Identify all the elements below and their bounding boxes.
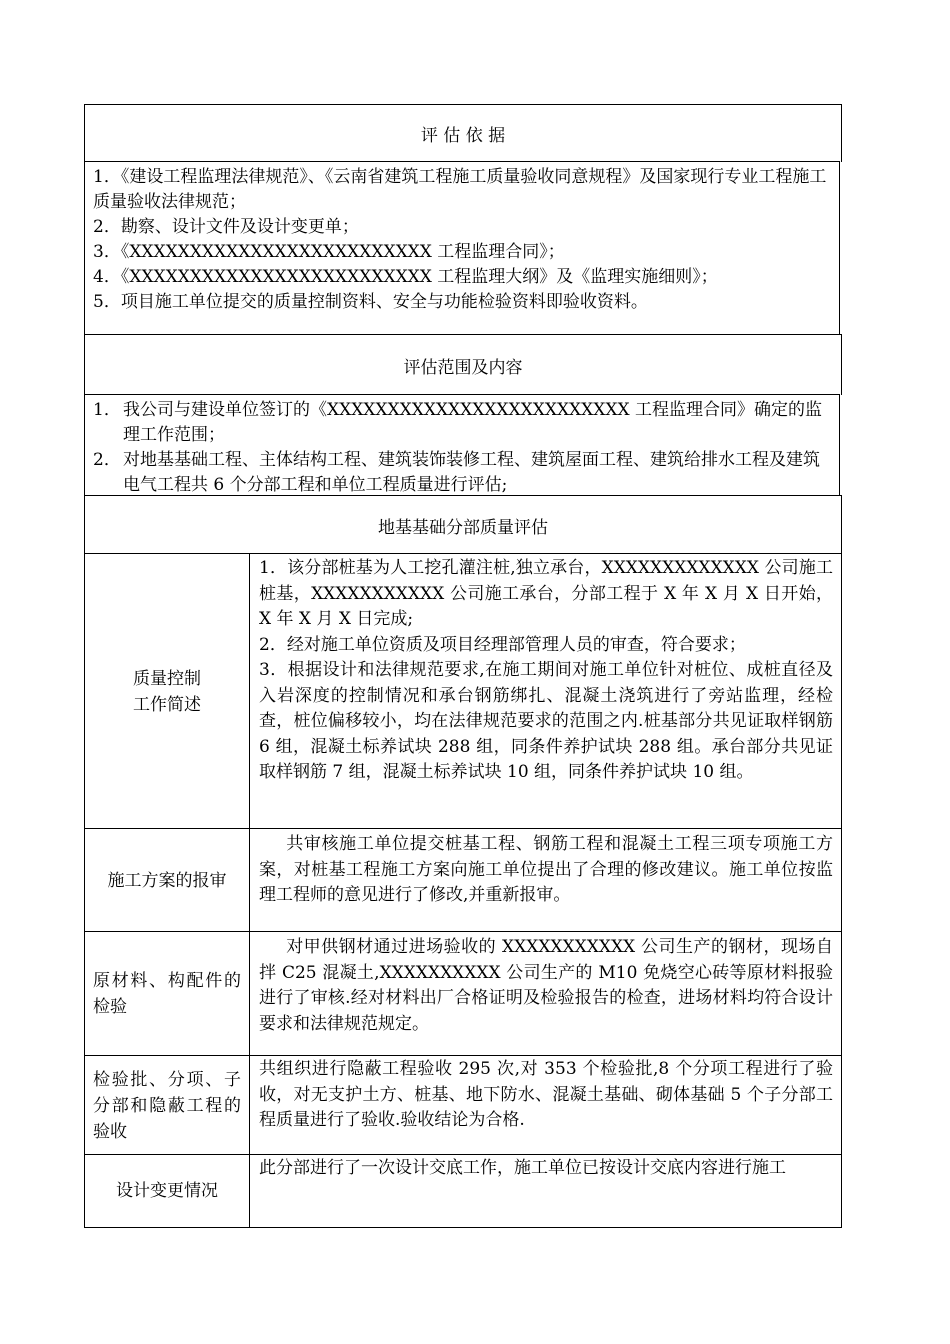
row-paragraph: 3．根据设计和法律规范要求,在施工期间对施工单位针对桩位、成桩直径及入岩深度的控制情况和承台钢筋绑扎、混凝土浇筑进行了旁站监理，经检查，桩位偏移较小，均在法律规范要求的范围之内.桩基部分共见证取样钢筋 6 组，混凝土标养试块 288 组，同条件养护试块 288 组。承台部分共见证取样钢筋 7 组，混凝土标养试块 10 组，同条件养护试块 10 组。 bbox=[259, 660, 833, 782]
scope-heading bbox=[84, 334, 842, 395]
row-materials bbox=[84, 931, 842, 1056]
basis-item: 2．勘察、设计文件及设计变更单； bbox=[93, 217, 359, 237]
row-paragraph: 2．经对施工单位资质及项目经理部管理人员的审查，符合要求； bbox=[259, 634, 746, 655]
row-label: 设计变更情况 bbox=[85, 1155, 250, 1227]
row-label: 原材料、构配件的检验 bbox=[85, 932, 250, 1056]
row-content bbox=[250, 829, 841, 932]
row-content bbox=[250, 1155, 841, 1227]
scope-list bbox=[84, 394, 840, 495]
foundation-heading bbox=[84, 495, 842, 554]
scope-item-text: 对地基基础工程、主体结构工程、建筑装饰装修工程、建筑屋面工程、建筑给排水工程及建筑电气工程共 6 个分部工程和单位工程质量进行评估; bbox=[123, 450, 820, 495]
row-paragraph: 此分部进行了一次设计交底工作，施工单位已按设计交底内容进行施工 bbox=[259, 1158, 786, 1178]
row-quality-control bbox=[84, 553, 842, 829]
row-content bbox=[250, 932, 841, 1056]
row-label: 质量控制 工作简述 bbox=[85, 554, 250, 829]
row-content bbox=[250, 554, 841, 829]
row-plan-review bbox=[84, 828, 842, 932]
foundation-heading-text: 地基基础分部质量评估 bbox=[378, 517, 548, 538]
scope-item-number: 2． bbox=[93, 450, 121, 470]
scope-item bbox=[93, 448, 831, 498]
basis-item: 3．《XXXXXXXXXXXXXXXXXXXXXXXXX 工程监理合同》； bbox=[93, 242, 565, 262]
basis-item: 5．项目施工单位提交的质量控制资料、安全与功能检验资料即验收资料。 bbox=[93, 292, 648, 312]
row-acceptance bbox=[84, 1055, 842, 1155]
scope-heading-text: 评估范围及内容 bbox=[403, 357, 523, 378]
row-paragraph: 共组织进行隐蔽工程验收 295 次,对 353 个检验批,8 个分项工程进行了验收，对无支护土方、桩基、地下防水、混凝土基础、砌体基础 5 个子分部工程质量进行了验收.验收结论为合格. bbox=[259, 1059, 833, 1130]
row-content bbox=[250, 1056, 841, 1155]
scope-item-number: 1． bbox=[93, 400, 121, 420]
basis-item: 4．《XXXXXXXXXXXXXXXXXXXXXXXXX 工程监理大纲》及《监理实施细则》； bbox=[93, 267, 718, 287]
basis-heading bbox=[84, 104, 842, 162]
row-label: 施工方案的报审 bbox=[85, 829, 250, 932]
row-label: 检验批、分项、子分部和隐蔽工程的验收 bbox=[85, 1056, 250, 1155]
scope-item-text: 我公司与建设单位签订的《XXXXXXXXXXXXXXXXXXXXXXXXX 工程监理合同》确定的监理工作范围； bbox=[123, 400, 822, 445]
row-design-change bbox=[84, 1154, 842, 1228]
row-paragraph: 共审核施工单位提交桩基工程、钢筋工程和混凝土工程三项专项施工方案，对桩基工程施工方案向施工单位提出了合理的修改建议。施工单位按监理工程师的意见进行了修改,并重新报审。 bbox=[259, 834, 833, 905]
row-paragraph: 对甲供钢材通过进场验收的 XXXXXXXXXXX 公司生产的钢材，现场自拌 C25 混凝土,XXXXXXXXXX 公司生产的 M10 免烧空心砖等原材料报验进行了审核.经对材料出厂合格证明及检验报告的检查，进场材料均符合设计要求和法律规范规定。 bbox=[259, 937, 833, 1034]
basis-list bbox=[84, 161, 840, 334]
scope-item bbox=[93, 398, 831, 448]
basis-item: 1．《建设工程监理法律规范》、《云南省建筑工程施工质量验收同意规程》及国家现行专业工程施工质量验收法律规范； bbox=[93, 167, 827, 212]
basis-heading-text: 评 估 依 据 bbox=[420, 126, 506, 146]
row-paragraph: 1．该分部桩基为人工挖孔灌注桩,独立承台，XXXXXXXXXXXXX 公司施工桩基，XXXXXXXXXXX 公司施工承台，分部工程于 X 年 X 月 X 日开始，X 年 X 月 X 日完成; bbox=[259, 558, 833, 629]
